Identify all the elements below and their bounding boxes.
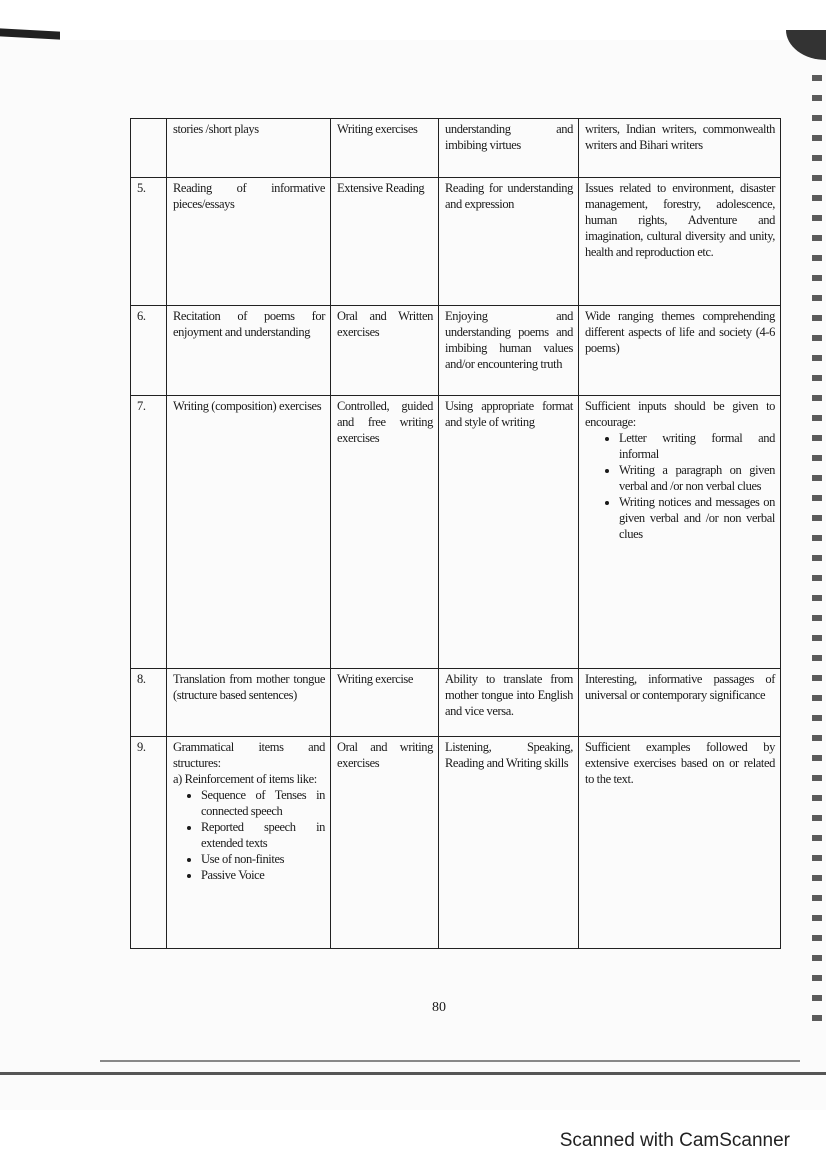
row-number: 5. [131, 178, 167, 306]
bullet-item: • Letter writing formal and informal [619, 430, 775, 462]
grammar-bullet-list [173, 787, 325, 883]
table-row [131, 396, 781, 669]
activity-cell: Translation from mother tongue (structure based sentences) [167, 669, 331, 737]
objective-cell: Ability to translate from mother tongue into English and vice versa. [439, 669, 579, 737]
activity-subtitle: a) Reinforcement of items like: [173, 772, 317, 786]
content-intro: Sufficient inputs should be given to encourage: [585, 399, 775, 429]
bullet-item: • Writing notices and messages on given verbal and /or non verbal clues [619, 494, 775, 542]
content-cell: Sufficient examples followed by extensive exercises based on or related to the text. [579, 737, 781, 949]
activity-cell: Writing (composition) exercises [167, 396, 331, 669]
spiral-binding-marks [812, 75, 822, 1025]
row-number [131, 119, 167, 178]
table-row [131, 669, 781, 737]
bullet-item: • Sequence of Tenses in connected speech [201, 787, 325, 819]
objective-cell: Reading for understanding and expression [439, 178, 579, 306]
row-number: 6. [131, 306, 167, 396]
bullet-item: • Passive Voice [201, 867, 325, 883]
activity-title: Grammatical items and structures: [173, 740, 325, 770]
objective-cell: Using appropriate format and style of writing [439, 396, 579, 669]
mode-cell: Writing exercises [331, 119, 439, 178]
camscanner-watermark: Scanned with CamScanner [559, 1130, 790, 1151]
objective-cell: Enjoying and understanding poems and imbibing human values and/or encountering truth [439, 306, 579, 396]
page-number: 80 [432, 1000, 446, 1015]
activity-cell: Reading of informative pieces/essays [167, 178, 331, 306]
bullet-item: • Reported speech in extended texts [201, 819, 325, 851]
table-row [131, 306, 781, 396]
objective-cell: Listening, Speaking, Reading and Writing skills [439, 737, 579, 949]
table-row [131, 178, 781, 306]
content-cell: writers, Indian writers, commonwealth writers and Bihari writers [579, 119, 781, 178]
mode-cell: Extensive Reading [331, 178, 439, 306]
syllabus-table [130, 118, 781, 949]
bullet-item: • Use of non-finites [201, 851, 325, 867]
scan-edge-shadow [0, 28, 60, 39]
scan-edge-line [100, 1060, 800, 1062]
mode-cell: Writing exercise [331, 669, 439, 737]
bullet-item: • Writing a paragraph on given verbal and /or non verbal clues [619, 462, 775, 494]
objective-cell: understanding and imbibing virtues [439, 119, 579, 178]
scan-edge-line [0, 1072, 826, 1075]
activity-cell [167, 737, 331, 949]
mode-cell: Oral and Written exercises [331, 306, 439, 396]
row-number: 7. [131, 396, 167, 669]
mode-cell: Oral and writing exercises [331, 737, 439, 949]
mode-cell: Controlled, guided and free writing exercises [331, 396, 439, 669]
row-number: 9. [131, 737, 167, 949]
content-bullet-list [585, 430, 775, 542]
activity-cell: stories /short plays [167, 119, 331, 178]
table-row [131, 737, 781, 949]
content-cell: Issues related to environment, disaster management, forestry, adolescence, human rights, Adventure and imagination, cultural diversity and unity, health and reproduction etc. [579, 178, 781, 306]
content-cell [579, 396, 781, 669]
activity-cell: Recitation of poems for enjoyment and understanding [167, 306, 331, 396]
content-cell: Interesting, informative passages of universal or contemporary significance [579, 669, 781, 737]
row-number: 8. [131, 669, 167, 737]
content-cell: Wide ranging themes comprehending different aspects of life and society (4-6 poems) [579, 306, 781, 396]
table-row [131, 119, 781, 178]
